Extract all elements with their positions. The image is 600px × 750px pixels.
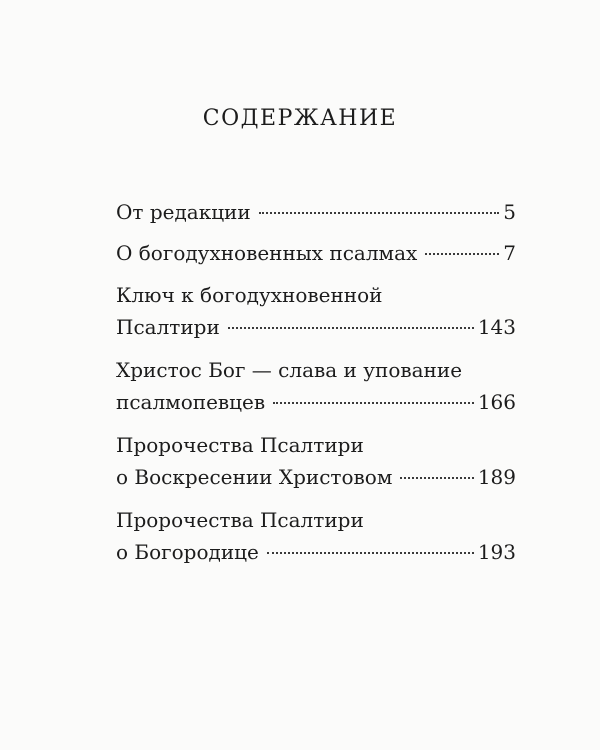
- dot-leader: [400, 477, 473, 479]
- toc-entry[interactable]: [116, 429, 516, 493]
- toc-page-number: 7: [503, 241, 516, 265]
- toc-entry-title-line: о Воскресении Христовом: [116, 465, 393, 489]
- toc-entry-title: О богодухновенных псалмах: [116, 241, 418, 265]
- toc-entry[interactable]: [116, 504, 516, 568]
- toc-entry-last-line: [116, 386, 516, 418]
- toc-entry[interactable]: [116, 237, 516, 269]
- toc-page-number: 143: [477, 315, 516, 339]
- toc-entry-title: От редакции: [116, 200, 251, 224]
- toc-page-number: 166: [477, 390, 516, 414]
- toc-entry-title-line: Ключ к богодухновенной: [116, 283, 383, 307]
- toc-entry-last-line: [116, 196, 516, 228]
- toc-entry-title-line: Пророчества Псалтири: [116, 433, 364, 457]
- toc-entry-title-line: псалмопевцев: [116, 390, 266, 414]
- toc-entry[interactable]: [116, 354, 516, 418]
- toc-page-number: 193: [477, 540, 516, 564]
- toc-page-number: 189: [477, 465, 516, 489]
- toc-entry-title-line: Пророчества Псалтири: [116, 508, 364, 532]
- toc-entry-last-line: [116, 237, 516, 269]
- toc-entry[interactable]: [116, 279, 516, 343]
- toc-page-number: 5: [503, 200, 516, 224]
- toc-entry-last-line: [116, 461, 516, 493]
- dot-leader: [228, 327, 474, 329]
- toc-entry-title-line: Псалтири: [116, 315, 220, 339]
- dot-leader: [425, 253, 499, 255]
- page-title: СОДЕРЖАНИЕ: [202, 106, 398, 131]
- dot-leader: [273, 402, 474, 404]
- toc-entry-title-line: о Богородице: [116, 540, 259, 564]
- toc-entry-title-line: Христос Бог — слава и упование: [116, 358, 463, 382]
- toc-entry-last-line: [116, 311, 516, 343]
- dot-leader: [267, 552, 474, 554]
- dot-leader: [259, 212, 500, 214]
- table-of-contents: [116, 196, 516, 568]
- toc-entry-last-line: [116, 536, 516, 568]
- toc-entry[interactable]: [116, 196, 516, 228]
